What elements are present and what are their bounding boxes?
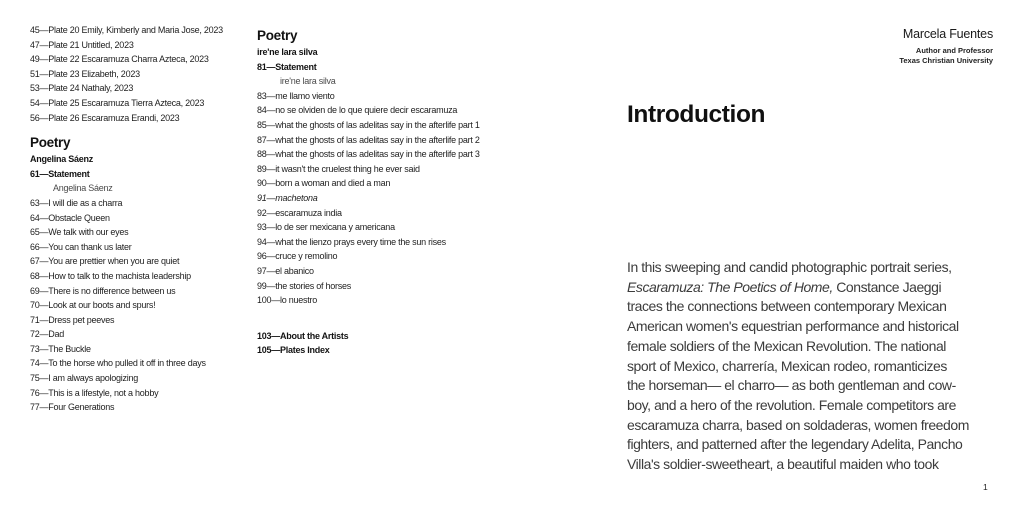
- author-name: Marcela Fuentes: [902, 27, 993, 41]
- toc-line: 100—lo nuestro: [257, 295, 318, 306]
- page-number: 1: [983, 482, 988, 492]
- toc-line: 105—Plates Index: [257, 345, 330, 356]
- toc-line: Angelina Sáenz: [30, 154, 94, 165]
- toc-line: ire'ne lara silva: [280, 76, 336, 87]
- toc-line: 88—what the ghosts of las adelitas say in the afterlife part 3: [257, 149, 480, 160]
- toc-line: 73—The Buckle: [30, 343, 91, 354]
- toc-line: 77—Four Generations: [30, 402, 115, 413]
- toc-line: 71—Dress pet peeves: [30, 314, 115, 325]
- paragraph-line: [627, 357, 969, 377]
- book-title-italic: Escaramuza: The Poetics of Home,: [627, 278, 833, 295]
- toc-line: 54—Plate 25 Escaramuza Tierra Azteca, 2023: [30, 97, 205, 108]
- toc-line: 92—escaramuza india: [257, 207, 342, 218]
- toc-line: 94—what the lienzo prays every time the sun rises: [257, 236, 446, 247]
- toc-line: 51—Plate 23 Elizabeth, 2023: [30, 68, 140, 79]
- paragraph-text: female soldiers of the Mexican Revolution. The national: [627, 337, 946, 354]
- paragraph-line: [627, 435, 969, 455]
- author-role: Author and Professor: [915, 46, 993, 55]
- paragraph-line: [627, 258, 969, 278]
- toc-line: 83—me llamo viento: [257, 90, 335, 101]
- paragraph-line: [627, 337, 969, 357]
- toc-line: 49—Plate 22 Escaramuza Charra Azteca, 2023: [30, 54, 209, 65]
- toc-line: 56—Plate 26 Escaramuza Erandi, 2023: [30, 112, 180, 123]
- toc-line: 91—machetona: [257, 192, 318, 203]
- toc-line: 63—I will die as a charra: [30, 197, 123, 208]
- toc-line: 72—Dad: [30, 329, 65, 340]
- toc-column-2: [257, 27, 480, 358]
- toc-line: 99—the stories of horses: [257, 280, 352, 291]
- paragraph-line: [627, 317, 969, 337]
- toc-line: 45—Plate 20 Emily, Kimberly and Maria Jose, 2023: [30, 25, 223, 35]
- toc-line: 74—To the horse who pulled it off in three days: [30, 358, 206, 369]
- toc-line: 53—Plate 24 Nathaly, 2023: [30, 83, 134, 94]
- toc-line: 87—what the ghosts of las adelitas say in the afterlife part 2: [257, 134, 480, 145]
- toc-line: Angelina Sáenz: [53, 183, 113, 194]
- paragraph-text: sport of Mexico, charrería, Mexican rodeo, romanticizes: [627, 357, 947, 374]
- paragraph-text: In this sweeping and candid photographic portrait series,: [627, 259, 952, 275]
- toc-line: 90—born a woman and died a man: [257, 178, 391, 189]
- paragraph-line: [627, 376, 969, 396]
- toc-line: 67—You are prettier when you are quiet: [30, 256, 180, 267]
- paragraph-text: fighters, and patterned after the legendary Adelita, Pancho: [627, 436, 963, 453]
- toc-line: 85—what the ghosts of las adelitas say in the afterlife part 1: [257, 119, 480, 130]
- author-block: [899, 27, 993, 66]
- toc-line: 70—Look at our boots and spurs!: [30, 300, 156, 311]
- toc-line: 93—lo de ser mexicana y americana: [257, 222, 395, 233]
- paragraph-line: [627, 278, 969, 298]
- toc-line: 81—Statement: [257, 61, 317, 72]
- paragraph-line: [627, 297, 969, 317]
- toc-line: ire'ne lara silva: [257, 47, 318, 57]
- paragraph-text: the horseman— el charro— as both gentleman and cow-: [627, 377, 956, 394]
- toc-line: 61—Statement: [30, 168, 90, 179]
- toc-line: 47—Plate 21 Untitled, 2023: [30, 39, 134, 50]
- toc-line: 89—it wasn't the cruelest thing he ever said: [257, 163, 420, 174]
- paragraph-text: American women's equestrian performance and historical: [627, 318, 959, 335]
- paragraph-line: [627, 416, 969, 436]
- toc-line: 64—Obstacle Queen: [30, 212, 110, 223]
- toc-line: 65—We talk with our eyes: [30, 227, 129, 238]
- paragraph-text: escaramuza charra, based on soldaderas, women freedom: [627, 416, 969, 433]
- paragraph-text: Constance Jaeggi: [832, 278, 942, 295]
- toc-line: 76—This is a lifestyle, not a hobby: [30, 387, 159, 398]
- toc-line: 66—You can thank us later: [30, 241, 132, 252]
- toc-line: 75—I am always apologizing: [30, 373, 139, 384]
- paragraph-line: [627, 396, 969, 416]
- toc-column-1: [30, 23, 223, 415]
- page-title: Introduction: [627, 101, 766, 128]
- toc-line: 96—cruce y remolino: [257, 251, 338, 262]
- toc-line: 84—no se olviden de lo que quiere decir escaramuza: [257, 105, 458, 116]
- paragraph-line: [627, 455, 969, 475]
- toc-line: 103—About the Artists: [257, 330, 349, 341]
- toc-line: 68—How to talk to the machista leadership: [30, 270, 191, 281]
- toc-section-heading: Poetry: [257, 28, 298, 43]
- paragraph-text: Villa's soldier-sweetheart, a beautiful maiden who took: [627, 456, 939, 473]
- toc-section-heading: Poetry: [30, 135, 71, 151]
- paragraph-text: traces the connections between contemporary Mexican: [627, 298, 947, 315]
- toc-line: 97—el abanico: [257, 265, 314, 276]
- toc-line: 69—There is no difference between us: [30, 285, 176, 296]
- paragraph-text: boy, and a hero of the revolution. Female competitors are: [627, 396, 956, 413]
- author-organization: Texas Christian University: [899, 56, 993, 65]
- introduction-paragraph: [627, 258, 969, 475]
